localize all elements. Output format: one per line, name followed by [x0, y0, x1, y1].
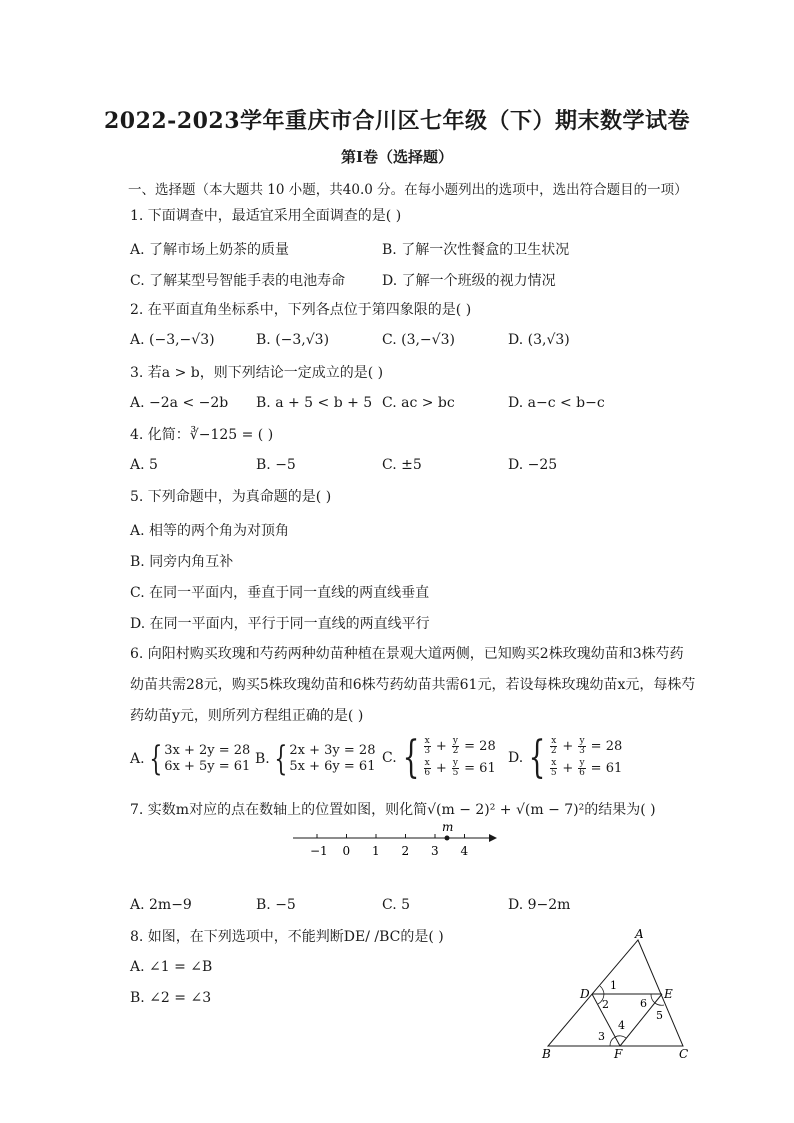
question-8-stem: 8. 如图，在下列选项中，不能判断DE/ /BC的是( ) — [130, 929, 444, 945]
question-6-option-d: D. { $\frac{x}{2}$ + $\frac{y}{3}$ = 28 $\frac{x}{5}$ + $\frac{y}{6}$ = 61 — [508, 732, 623, 783]
question-1-option-d: D. 了解一个班级的视力情况 — [382, 273, 556, 289]
label-e: E — [664, 987, 673, 1001]
question-3-option-d: D. a−c < b−c — [508, 395, 605, 411]
system-a-eq-1: 3x + 2y = 28 — [164, 743, 251, 758]
question-3-option-a: A. −2a < −2b — [130, 395, 229, 411]
exam-subtitle: 第Ⅰ卷（选择题） — [340, 148, 454, 166]
angle-label-1: 1 — [610, 979, 617, 992]
label-c: C — [679, 1047, 689, 1061]
question-6-stem-line-1: 6. 向阳村购买玫瑰和芍药两种幼苗种植在景观大道两侧，已知购买2株玫瑰幼苗和3株芍药 — [130, 646, 684, 662]
question-8-option-a: A. ∠1 = ∠B — [130, 959, 213, 975]
option-label: D. — [508, 750, 524, 766]
label-a: A — [635, 927, 644, 941]
angle-arc-3 — [610, 1037, 615, 1046]
question-2-option-b: B. (−3,√3) — [256, 332, 330, 348]
question-6-stem-line-3: 药幼苗y元，则所列方程组正确的是( ) — [130, 708, 364, 724]
system-a-eq-2: 6x + 5y = 61 — [164, 759, 251, 774]
angle-arc-1 — [600, 986, 604, 994]
triangle-figure — [538, 926, 698, 1066]
question-7-option-b: B. −5 — [256, 897, 296, 913]
question-2-stem: 2. 在平面直角坐标系中，下列各点位于第四象限的是( ) — [130, 302, 472, 318]
number-line-tick-label: 4 — [460, 844, 469, 858]
point-m — [445, 836, 450, 841]
brace-symbol: { — [528, 732, 546, 783]
question-2-option-d: D. (3,√3) — [508, 332, 570, 348]
question-7-option-c: C. 5 — [382, 897, 411, 913]
system-d-rhs-2: = 61 — [590, 761, 623, 776]
question-7-option-d: D. 9−2m — [508, 897, 571, 913]
number-line-tick-label: −1 — [310, 844, 328, 858]
question-4-option-d: D. −25 — [508, 457, 558, 473]
number-line-tick-label: 2 — [401, 844, 410, 858]
question-6-option-a — [130, 739, 251, 779]
question-2-option-a: A. (−3,−√3) — [130, 332, 215, 348]
question-1-option-b: B. 了解一次性餐盒的卫生状况 — [382, 242, 570, 258]
question-3-option-b: B. a + 5 < b + 5 — [256, 395, 373, 411]
question-2-option-c: C. (3,−√3) — [382, 332, 455, 348]
arrow-icon — [489, 834, 497, 842]
angle-label-2: 2 — [602, 998, 609, 1011]
question-6-stem-line-2: 幼苗共需28元，购买5株玫瑰幼苗和6株芍药幼苗共需61元，若设每株玫瑰幼苗x元，每株芍 — [130, 677, 696, 693]
number-line-tick-label: 0 — [342, 844, 351, 858]
system-b-eq-1: 2x + 3y = 28 — [289, 743, 376, 758]
label-b: B — [542, 1047, 551, 1061]
label-f: F — [614, 1047, 623, 1061]
brace-symbol: { — [274, 739, 288, 779]
angle-arc-6 — [651, 994, 655, 1003]
system-c-rhs-2: = 61 — [464, 761, 496, 776]
question-4-option-b: B. −5 — [256, 457, 296, 473]
number-line-tick-label: 1 — [372, 844, 380, 858]
angle-arc-5 — [655, 1003, 664, 1005]
question-4-option-a: A. 5 — [130, 457, 158, 473]
question-3-option-c: C. ac > bc — [382, 395, 455, 411]
number-line-tick-label: 3 — [431, 844, 439, 858]
question-7-stem: 7. 实数m对应的点在数轴上的位置如图，则化简√(m − 2)² + √(m − 7)²的结果为( ) — [130, 802, 656, 818]
angle-label-5: 5 — [656, 1009, 663, 1022]
point-m-label: m — [442, 822, 454, 834]
question-5-option-c: C. 在同一平面内，垂直于同一直线的两直线垂直 — [130, 585, 430, 601]
question-6-option-b — [255, 739, 376, 779]
system-b-eq-2: 5x + 6y = 61 — [289, 759, 376, 774]
question-5-option-b: B. 同旁内角互补 — [130, 554, 234, 570]
option-label: C. — [382, 750, 397, 766]
question-1-option-c: C. 了解某型号智能手表的电池寿命 — [130, 273, 346, 289]
number-line-figure — [285, 822, 505, 862]
system-c-rhs-1: = 28 — [464, 739, 496, 754]
question-1-option-a: A. 了解市场上奶茶的质量 — [130, 242, 290, 258]
question-5-option-d: D. 在同一平面内，平行于同一直线的两直线平行 — [130, 616, 430, 632]
angle-label-4: 4 — [618, 1019, 625, 1032]
question-5-stem: 5. 下列命题中，为真命题的是( ) — [130, 489, 332, 505]
angle-label-3: 3 — [598, 1030, 605, 1043]
question-3-stem: 3. 若a > b，则下列结论一定成立的是( ) — [130, 365, 384, 381]
question-1-stem: 1. 下面调查中，最适宜采用全面调查的是( ) — [130, 208, 402, 224]
exam-title: 2022-2023学年重庆市合川区七年级（下）期末数学试卷 — [103, 108, 691, 134]
question-6-option-c: C. { $\frac{x}{3}$ + $\frac{y}{2}$ = 28 $\frac{x}{6}$ + $\frac{y}{5}$ = 61 — [382, 732, 496, 783]
brace-symbol: { — [148, 739, 162, 779]
question-4-stem: 4. 化简：∛−125 = ( ) — [130, 427, 274, 443]
question-7-option-a: A. 2m−9 — [130, 897, 192, 913]
brace-symbol: { — [402, 732, 420, 783]
angle-label-6: 6 — [640, 997, 647, 1010]
system-d-rhs-1: = 28 — [590, 739, 623, 754]
angle-arc-4 — [615, 1036, 626, 1038]
question-8-option-b: B. ∠2 = ∠3 — [130, 990, 212, 1006]
question-5-option-a: A. 相等的两个角为对顶角 — [130, 523, 290, 539]
option-label: A. — [130, 751, 145, 767]
triangle-abc — [548, 940, 683, 1046]
label-d: D — [580, 987, 590, 1001]
section-heading: 一、选择题（本大题共 10 小题，共40.0 分。在每小题列出的选项中，选出符合题目的一项） — [128, 182, 688, 198]
question-4-option-c: C. ±5 — [382, 457, 422, 473]
option-label: B. — [255, 751, 270, 767]
